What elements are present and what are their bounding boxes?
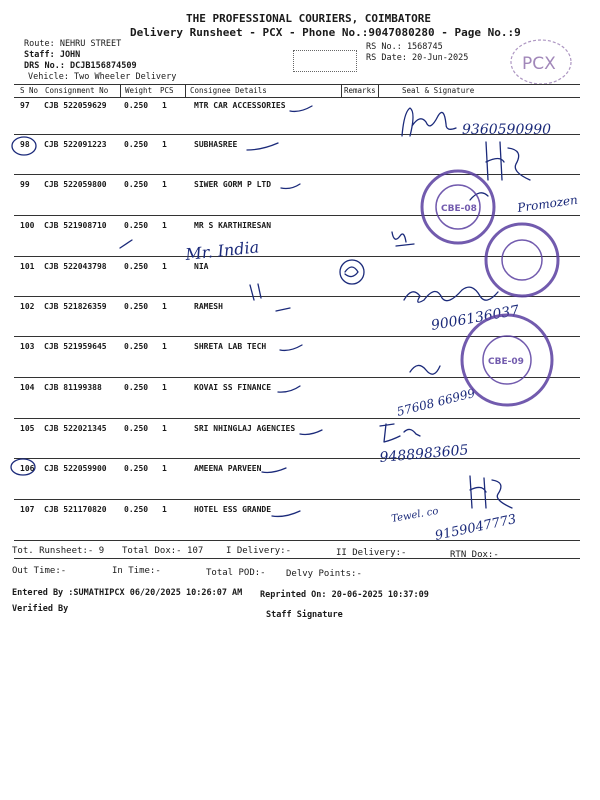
cell-consignee: NIA — [194, 262, 209, 271]
rs-number: RS No.: 1568745 — [366, 42, 443, 52]
cell-pcs: 1 — [162, 221, 167, 230]
cell-consignee: RAMESH — [194, 302, 223, 311]
signature-98 — [486, 142, 530, 180]
cell-pcs: 1 — [162, 505, 167, 514]
phone-97: 9360590990 — [462, 122, 552, 138]
signature-101-circle — [340, 260, 364, 284]
cell-weight: 0.250 — [124, 302, 149, 311]
tick-100 — [120, 240, 132, 248]
signature-105 — [380, 424, 420, 442]
sno-circle-106 — [11, 459, 35, 475]
tot-runsheet: Tot. Runsheet:- 9 — [12, 546, 105, 556]
in-time: In Time:- — [112, 566, 161, 576]
signature-101 — [345, 267, 358, 277]
footer-line-1 — [14, 558, 580, 559]
col-seal: Seal & Signature — [402, 86, 475, 95]
phone-102: 9006136037 — [429, 302, 521, 334]
phone-107: 9159047773 — [433, 512, 518, 544]
col-weight: Weight — [125, 86, 153, 95]
cell-consignee: KOVAI SS FINANCE — [194, 383, 272, 392]
sig-100: Mr. India — [184, 237, 260, 264]
cell-weight: 0.250 — [124, 342, 149, 351]
cell-pcs: 1 — [162, 424, 167, 433]
cell-consignment: CJB 521170820 — [44, 505, 107, 514]
cell-sno: 102 — [20, 302, 35, 311]
delvy-points: Delvy Points:- — [286, 569, 362, 579]
cell-pcs: 1 — [162, 302, 167, 311]
cell-sno: 97 — [20, 101, 30, 110]
tick-104 — [278, 386, 300, 392]
col-pcs: PCS — [160, 86, 174, 95]
cell-sno: 104 — [20, 383, 35, 392]
cell-weight: 0.250 — [124, 383, 149, 392]
cell-weight: 0.250 — [124, 221, 149, 230]
signature-100 — [392, 232, 414, 246]
cell-consignment: CJB 522059800 — [44, 180, 107, 189]
staff-signature: Staff Signature — [266, 610, 343, 620]
cell-consignee: SUBHASREE — [194, 140, 238, 149]
signature-102 — [404, 287, 498, 302]
cell-sno: 105 — [20, 424, 35, 433]
col-consignee: Consignee Details — [190, 86, 267, 95]
staff: Staff: JOHN — [24, 50, 81, 60]
drs-number: DRS No.: DCJB156874509 — [24, 61, 137, 71]
rs-date: RS Date: 20-Jun-2025 — [366, 53, 469, 63]
mark-102 — [250, 284, 261, 300]
signature-107 — [470, 476, 512, 508]
cell-pcs: 1 — [162, 383, 167, 392]
company-name: THE PROFESSIONAL COURIERS, COIMBATORE — [186, 12, 432, 25]
col-consignment: Consignment No — [45, 86, 109, 95]
cell-weight: 0.250 — [124, 424, 149, 433]
cell-sno: 107 — [20, 505, 35, 514]
cell-consignee: AMEENA PARVEEN — [194, 464, 262, 473]
cell-sno: 101 — [20, 262, 35, 271]
col-remarks: Remarks — [344, 86, 376, 95]
cell-weight: 0.250 — [124, 101, 149, 110]
seal-stamp-100 — [486, 224, 558, 296]
cell-consignee: SHRETA LAB TECH — [194, 342, 267, 351]
i-delivery: I Delivery:- — [226, 546, 292, 556]
verified-by: Verified By — [12, 604, 69, 614]
tick-98 — [247, 143, 278, 150]
cell-weight: 0.250 — [124, 464, 149, 473]
total-dox: Total Dox:- 107 — [122, 546, 204, 556]
cell-pcs: 1 — [162, 101, 167, 110]
cell-pcs: 1 — [162, 140, 167, 149]
signature-103 — [410, 365, 440, 374]
table-bottom-border — [14, 540, 580, 541]
sno-circle-98 — [12, 137, 36, 155]
cell-consignee: MR S KARTHIRESAN — [194, 221, 272, 230]
total-pod: Total POD:- — [206, 568, 266, 578]
svg-text:CBE-09: CBE-09 — [488, 357, 524, 367]
out-time: Out Time:- — [12, 566, 67, 576]
cell-consignee: HOTEL ESS GRANDE — [194, 505, 272, 514]
cell-consignee: SIWER GORM P LTD — [194, 180, 272, 189]
ii-delivery: II Delivery:- — [336, 548, 407, 558]
sig-107: Tewel. co — [390, 505, 440, 525]
tick-102 — [276, 308, 290, 311]
pcx-stamp-text: PCX — [522, 54, 556, 74]
col-sno: S No — [20, 86, 39, 95]
cell-weight: 0.250 — [124, 505, 149, 514]
phone-105: 9488983605 — [378, 442, 470, 466]
rtn-dox: RTN Dox:- — [450, 550, 499, 560]
seal-stamp-99 — [422, 171, 494, 243]
cell-sno: 103 — [20, 342, 35, 351]
svg-text:CBE-08: CBE-08 — [441, 204, 477, 214]
tick-105 — [300, 430, 322, 435]
cell-consignment: CJB 81199388 — [44, 383, 102, 392]
entered-by: Entered By :SUMATHIPCX 06/20/2025 10:26:07 AM — [12, 588, 243, 598]
cell-consignment: CJB 521959645 — [44, 342, 107, 351]
cell-sno: 99 — [20, 180, 30, 189]
cell-weight: 0.250 — [124, 262, 149, 271]
cell-consignment: CJB 522021345 — [44, 424, 107, 433]
cell-pcs: 1 — [162, 342, 167, 351]
cell-pcs: 1 — [162, 464, 167, 473]
cell-consignment: CJB 521908710 — [44, 221, 107, 230]
tick-106 — [262, 468, 286, 473]
cell-weight: 0.250 — [124, 140, 149, 149]
cell-pcs: 1 — [162, 180, 167, 189]
tick-97 — [290, 106, 312, 111]
cell-sno: 98 — [20, 140, 30, 149]
cell-consignment: CJB 522091223 — [44, 140, 107, 149]
tick-107 — [272, 511, 300, 516]
cell-weight: 0.250 — [124, 180, 149, 189]
cell-consignment: CJB 522043798 — [44, 262, 107, 271]
cell-consignee: SRI NHINGLAJ AGENCIES — [194, 424, 296, 433]
signature-97 — [402, 108, 456, 136]
route: Route: NEHRU STREET — [24, 39, 122, 49]
runsheet-title: Delivery Runsheet - PCX - Phone No.:9047080280 - Page No.:9 — [130, 26, 521, 39]
vehicle: Vehicle: Two Wheeler Delivery — [28, 72, 177, 82]
cell-sno: 106 — [20, 464, 35, 473]
phone-104: 57608 66999 — [395, 385, 477, 419]
seal-stamp-103 — [462, 315, 552, 405]
cell-consignment: CJB 522059629 — [44, 101, 107, 110]
tick-99 — [281, 184, 300, 189]
reprinted-on: Reprinted On: 20-06-2025 10:37:09 — [260, 590, 429, 600]
cell-sno: 100 — [20, 221, 35, 230]
cell-consignment: CJB 521826359 — [44, 302, 107, 311]
cell-consignee: MTR CAR ACCESSORIES — [194, 101, 286, 110]
cell-pcs: 1 — [162, 262, 167, 271]
tick-103 — [280, 345, 302, 350]
cell-consignment: CJB 522059900 — [44, 464, 107, 473]
sig-99: Promozen — [516, 192, 579, 215]
